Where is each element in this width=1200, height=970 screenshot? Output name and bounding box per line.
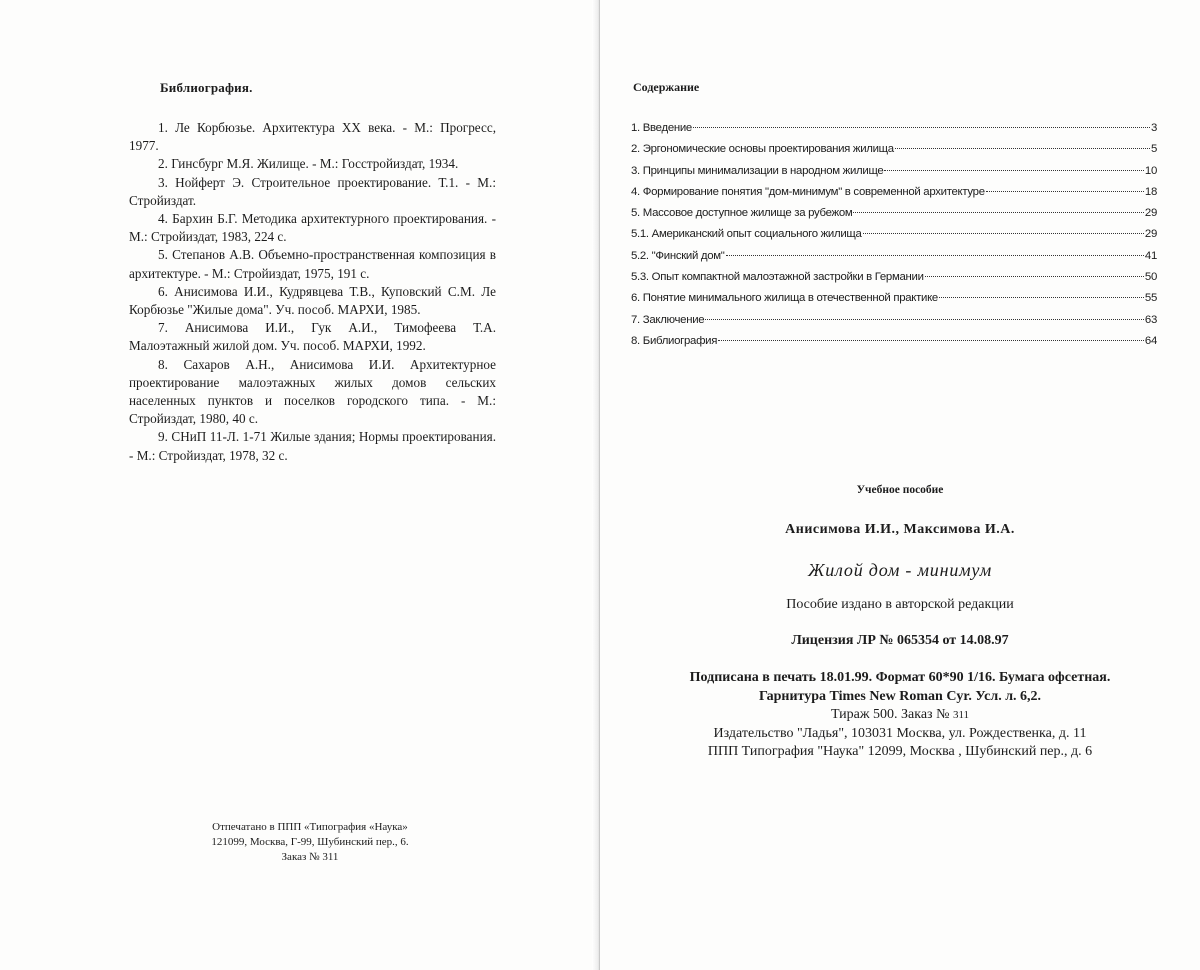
- bibliography-list: [129, 119, 496, 465]
- toc-entry-label: 5. Массовое доступное жилище за рубежом: [631, 207, 853, 220]
- bibliography-item: 3. Нойферт Э. Строительное проектирование. Т.1. - М.: Стройиздат.: [129, 174, 496, 208]
- toc-entry-label: 5.3. Опыт компактной малоэтажной застройки в Германии: [631, 271, 924, 284]
- bibliography-item: 9. СНиП 11-Л. 1-71 Жилые здания; Нормы проектирования. - М.: Стройиздат, 1978, 32 с.: [129, 429, 496, 463]
- imprint-line: Отпечатано в ППП «Типография «Наука»: [212, 821, 408, 833]
- toc-entry: [631, 310, 1157, 331]
- bibliography-item: 4. Бархин Б.Г. Методика архитектурного проектирования. - М.: Стройиздат, 1983, 224 с.: [129, 211, 496, 245]
- left-page: [0, 0, 598, 970]
- toc-dot-leader: [925, 275, 1144, 277]
- bibliography-item: 7. Анисимова И.И., Гук А.И., Тимофеева Т.А. Малоэтажный жилой дом. Уч. пособ. МАРХИ, 1992.: [129, 320, 496, 354]
- toc-dot-leader: [863, 232, 1144, 234]
- toc-entry-label: 7. Заключение: [631, 313, 705, 326]
- authors: Анисимова И.И., Максимова И.А.: [785, 522, 1015, 537]
- toc-entry-label: 5.2. "Финский дом": [631, 249, 725, 262]
- toc-dot-leader: [726, 254, 1144, 256]
- bibliography-item: 1. Ле Корбюзье. Архитектура XX века. - М.: Прогресс, 1977.: [129, 120, 496, 154]
- toc-entry: [631, 267, 1157, 288]
- toc-entry-label: 2. Эргономические основы проектирования жилища: [631, 143, 894, 156]
- toc-entry-page: 29: [1144, 228, 1157, 241]
- toc-entry-label: 3. Принципы минимализации в народном жилище: [631, 164, 884, 177]
- right-page: [600, 0, 1200, 970]
- toc-entry-page: 29: [1144, 207, 1157, 220]
- edition-note: Пособие издано в авторской редакции: [786, 597, 1014, 612]
- toc-entry: [631, 331, 1157, 352]
- toc-dot-leader: [705, 318, 1144, 320]
- toc-dot-leader: [853, 211, 1144, 213]
- toc-entry: [631, 139, 1157, 160]
- toc-entry: [631, 246, 1157, 267]
- toc-entry: [631, 224, 1157, 245]
- toc-entry-page: 50: [1144, 271, 1157, 284]
- colophon: [600, 484, 1200, 762]
- toc-entry-label: 1. Введение: [631, 122, 692, 134]
- publication-type: Учебное пособие: [856, 484, 944, 496]
- toc-entry-page: 64: [1144, 334, 1157, 347]
- printer-line: ППП Типография "Наука" 12099, Москва , Шубинский пер., д. 6: [707, 744, 1093, 759]
- toc-dot-leader: [693, 126, 1150, 128]
- printing-imprint: [160, 820, 460, 865]
- toc-entry-label: 4. Формирование понятия "дом-минимум" в современной архитектуре: [631, 185, 985, 198]
- signed-line: Подписана в печать 18.01.99. Формат 60*90 1/16. Бумага офсетная.: [689, 670, 1111, 685]
- toc-entry-page: 3: [1150, 122, 1157, 134]
- toc-dot-leader: [939, 296, 1144, 298]
- toc-entry: [631, 182, 1157, 203]
- table-of-contents: [631, 118, 1157, 352]
- toc-entry: [631, 161, 1157, 182]
- order-number: 311: [952, 709, 970, 721]
- toc-entry-page: 55: [1144, 292, 1157, 305]
- toc-entry-page: 41: [1144, 249, 1157, 262]
- toc-entry-page: 10: [1144, 164, 1157, 177]
- font-line: Гарнитура Times New Roman Cyr. Усл. л. 6,2.: [758, 688, 1042, 704]
- toc-entry: [631, 118, 1157, 139]
- book-title: Жилой дом - минимум: [807, 560, 993, 580]
- bibliography-item: 6. Анисимова И.И., Кудрявцева Т.В., Куповский С.М. Ле Корбюзье "Жилые дома". Уч. пособ. МАРХИ, 1985.: [129, 283, 496, 318]
- toc-dot-leader: [895, 147, 1150, 149]
- license-line: Лицензия ЛР № 065354 от 14.08.97: [791, 633, 1009, 648]
- toc-entry: [631, 288, 1157, 309]
- bibliography-title: Библиография.: [160, 80, 253, 95]
- toc-entry: [631, 203, 1157, 224]
- toc-entry-label: 5.1. Американский опыт социального жилища: [631, 228, 862, 241]
- toc-entry-label: 8. Библиография: [631, 334, 718, 347]
- toc-entry-label: 6. Понятие минимального жилища в отечественной практике: [631, 292, 938, 305]
- imprint-line: 121099, Москва, Г-99, Шубинский пер., 6.: [211, 836, 409, 848]
- bibliography-item: 8. Сахаров А.Н., Анисимова И.И. Архитектурное проектирование малоэтажных жилых домов сельских населенных пунктов и поселков городского типа. - М.: Стройиздат, 1980, 40 с.: [129, 356, 496, 427]
- run-text: Тираж 500. Заказ №: [830, 707, 950, 722]
- publisher-line: Издательство "Ладья", 103031 Москва, ул. Рождественка, д. 11: [713, 725, 1087, 741]
- toc-dot-leader: [884, 169, 1143, 171]
- toc-dot-leader: [718, 339, 1144, 341]
- bibliography-item: 2. Гинсбург М.Я. Жилище. - М.: Госстройиздат, 1934.: [158, 156, 459, 172]
- toc-entry-page: 18: [1144, 185, 1157, 198]
- contents-title: Содержание: [633, 80, 700, 94]
- run-line: [600, 706, 1200, 725]
- toc-entry-page: 5: [1150, 143, 1157, 156]
- toc-dot-leader: [986, 190, 1144, 192]
- bibliography-item: 5. Степанов А.В. Объемно-пространственная композиция в архитектуре. - М.: Стройиздат, 1975, 191 с.: [129, 247, 496, 281]
- print-details: [600, 669, 1200, 762]
- imprint-line: Заказ № 311: [281, 851, 339, 863]
- toc-entry-page: 63: [1144, 313, 1157, 326]
